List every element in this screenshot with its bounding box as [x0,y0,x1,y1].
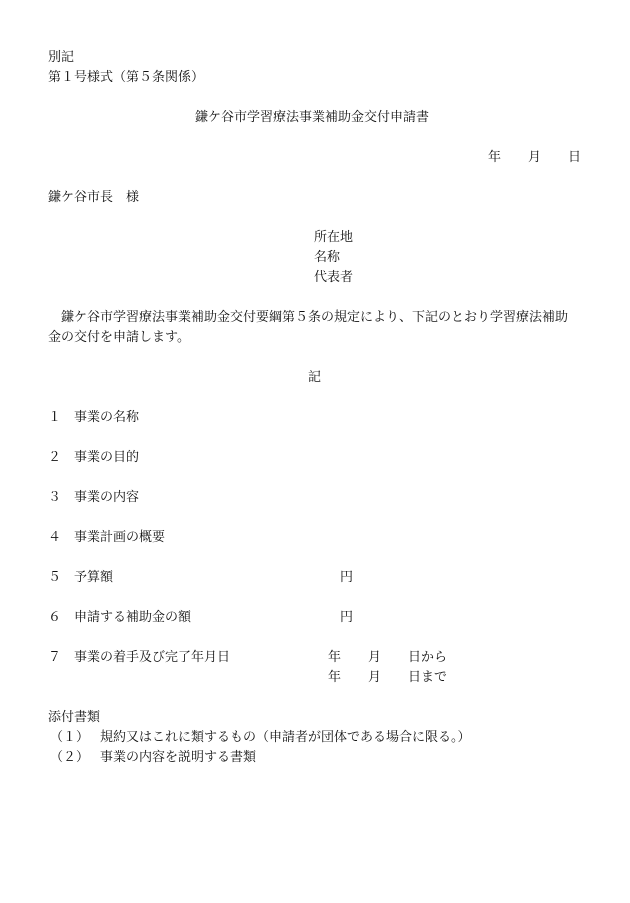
item-label: 事業の着手及び完了年月日 [74,650,231,665]
applicant-name-label: 名称 [314,250,341,265]
period-start-day: 日から [408,650,448,665]
item-unit-yen: 円 [340,570,354,585]
date-year: 年 [488,150,502,165]
item-number: ３ [48,490,62,505]
body-text-line2: 金の交付を申請します。 [48,330,190,345]
item-number: ２ [48,450,62,465]
ki-heading: 記 [308,370,322,385]
attachment-number: （２） [50,750,90,765]
period-end-year: 年 [328,670,342,685]
period-start-month: 月 [368,650,382,665]
item-label: 事業の名称 [74,410,140,425]
date-day: 日 [568,150,582,165]
period-start-year: 年 [328,650,342,665]
period-end-day: 日まで [408,670,448,685]
item-number: ６ [48,610,62,625]
attachments-heading: 添付書類 [48,710,101,725]
attachment-text: 事業の内容を説明する書類 [100,750,257,765]
attachment-text: 規約又はこれに類するもの（申請者が団体である場合に限る。） [100,730,471,745]
date-month: 月 [528,150,542,165]
period-end-month: 月 [368,670,382,685]
item-unit-yen: 円 [340,610,354,625]
item-label: 事業計画の概要 [74,530,166,545]
item-label: 事業の目的 [74,450,140,465]
applicant-representative-label: 代表者 [314,270,354,285]
item-label: 申請する補助金の額 [74,610,192,625]
applicant-address-label: 所在地 [314,230,354,245]
attachment-number: （１） [50,730,90,745]
item-number: １ [48,410,62,425]
document-title: 鎌ケ谷市学習療法事業補助金交付申請書 [195,110,430,125]
item-number: ７ [48,650,62,665]
item-label: 予算額 [74,570,114,585]
appendix-label: 別記 [48,50,75,65]
item-label: 事業の内容 [74,490,140,505]
item-number: ５ [48,570,62,585]
form-number: 第１号様式（第５条関係） [48,70,205,85]
addressee: 鎌ケ谷市長 様 [48,190,140,205]
body-text-line1: 鎌ケ谷市学習療法事業補助金交付要綱第５条の規定により、下記のとおり学習療法補助 [61,310,569,325]
item-number: ４ [48,530,62,545]
